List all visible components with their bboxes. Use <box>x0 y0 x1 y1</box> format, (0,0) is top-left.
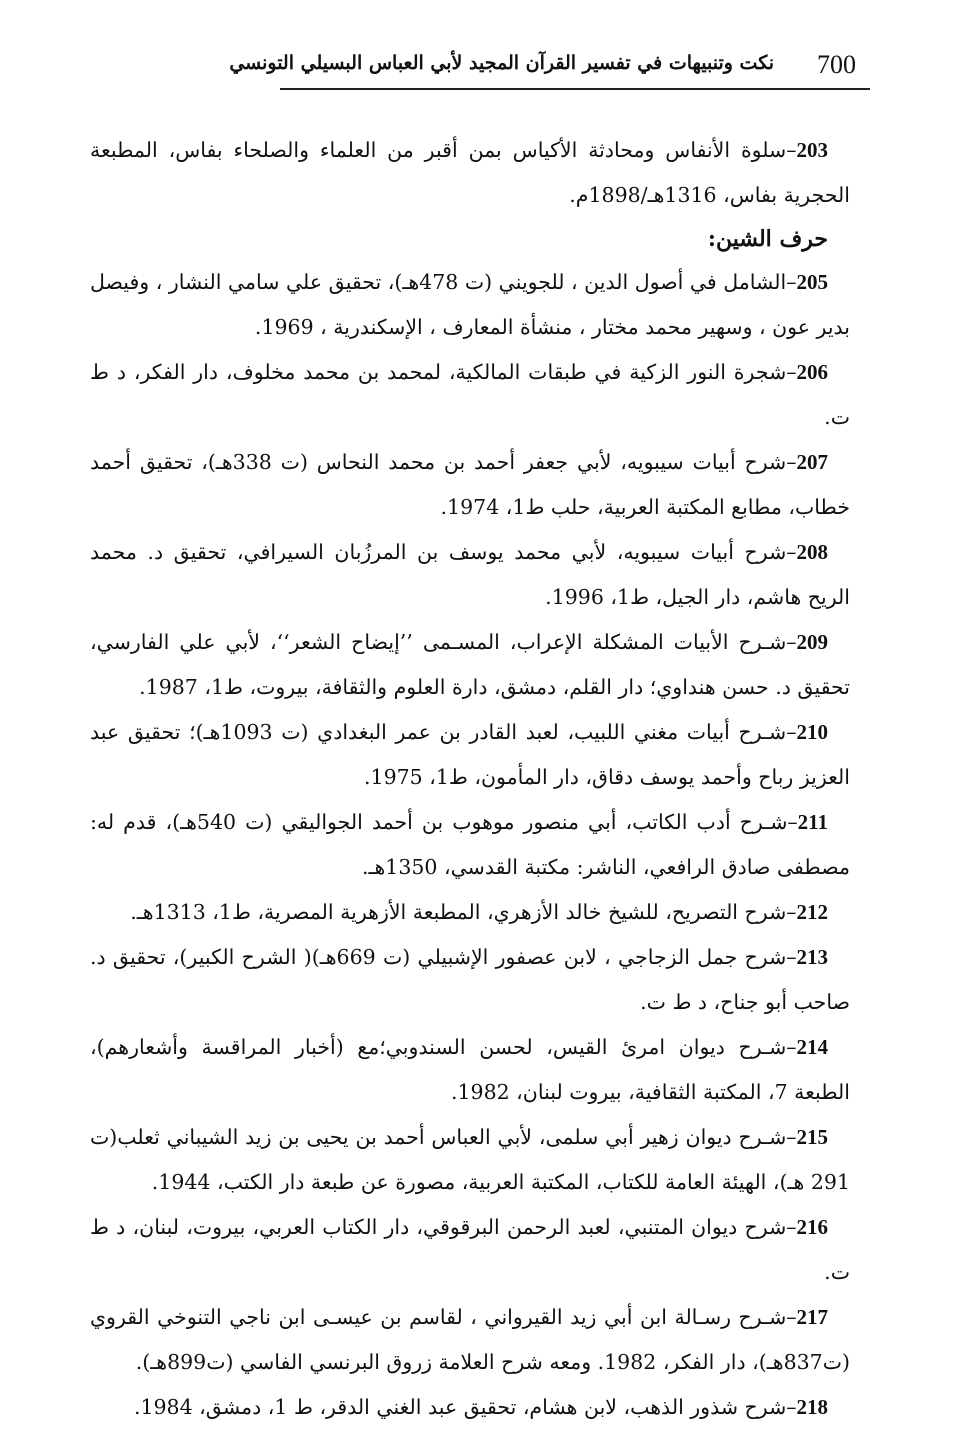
entry-text: –شرح شذور الذهب، لابن هشام، تحقيق عبد الغني الدقر، ط 1، دمشق، 1984. <box>133 1395 797 1419</box>
entry-text: –شرح أبيات سيبويه، لأبي جعفر أحمد بن محمد النحاس (ت 338هـ)، تحقيق أحمد خطاب، مطابع المكتبة العربية، حلب ط1، 1974. <box>90 450 850 519</box>
entry-text: –سلوة الأنفاس ومحادثة الأكياس بمن أقبر من العلماء والصلحاء بفاس، المطبعة الحجرية بفاس، 1316هـ/1898م. <box>90 138 850 207</box>
entry-text: –شـرح الأبيات المشكلة الإعراب، المسـمى ’’إيضاح الشعر‘‘، لأبي علي الفارسي، تحقيق د. حسن هنداوي؛ دار القلم، دمشق، دارة العلوم والثقافة، بيروت، ط1، 1987. <box>90 630 850 699</box>
running-title: نكت وتنبيهات في تفسير القرآن المجيد لأبي العباس البسيلي التونسي <box>229 52 774 74</box>
bibliography-list <box>90 128 850 1430</box>
bibliography-entry <box>90 128 850 218</box>
bibliography-entry <box>90 260 850 350</box>
bibliography-entry <box>90 620 850 710</box>
entry-number: 206 <box>796 360 828 384</box>
entry-number: 217 <box>796 1305 828 1329</box>
bibliography-entry <box>90 1025 850 1115</box>
entry-text: –شـرح أبيات مغني اللبيب، لعبد القادر بن عمر البغدادي (ت 1093هـ)؛ تحقيق عبد العزيز رباح وأحمد يوسف دقاق، دار المأمون، ط1، 1975. <box>90 720 850 789</box>
entry-number: 203 <box>796 138 828 162</box>
entry-text: –الشامل في أصول الدين ، للجويني (ت 478هـ)، تحقيق علي سامي النشار ، وفيصل بدير عون ، وسهير محمد مختار ، منشأة المعارف ، الإسكندرية ، 1969. <box>90 270 850 339</box>
bibliography-entry <box>90 1115 850 1205</box>
entry-text: –شـرح أدب الكاتب، أبي منصور موهوب بن أحمد الجواليقي (ت 540هـ)، قدم له: مصطفى صادق الرافعي، الناشر: مكتبة القدسي، 1350هـ. <box>90 810 850 879</box>
entry-number: 218 <box>796 1395 828 1419</box>
entry-text: –شرح جمل الزجاجي ، لابن عصفور الإشبيلي (ت 669هـ)( الشرح الكبير)، تحقيق د. صاحب أبو جناح، د ط ت. <box>90 945 850 1014</box>
bibliography-entry <box>90 800 850 890</box>
section-heading: حرف الشين: <box>707 226 828 252</box>
entry-number: 209 <box>796 630 828 654</box>
bibliography-entry <box>90 350 850 440</box>
entry-text: –شجرة النور الزكية في طبقات المالكية، لمحمد بن محمد مخلوف، دار الفكر، د ط ت. <box>90 360 850 429</box>
entry-text: –شرح أبيات سيبويه، لأبي محمد يوسف بن المرزُبان السيرافي، تحقيق د. محمد الريح هاشم، دار الجيل، ط1، 1996. <box>90 540 850 609</box>
bibliography-entry <box>90 530 850 620</box>
header-rule <box>280 88 870 90</box>
entry-text: –شرح ديوان المتنبي، لعبد الرحمن البرقوقي، دار الكتاب العربي، بيروت، لبنان، د ط ت. <box>90 1215 850 1284</box>
entry-number: 211 <box>797 810 829 834</box>
entry-number: 208 <box>796 540 828 564</box>
bibliography-entry <box>90 710 850 800</box>
bibliography-entry <box>90 935 850 1025</box>
entry-number: 212 <box>796 900 828 924</box>
bibliography-entry <box>90 440 850 530</box>
entry-text: –شرح التصريح، للشيخ خالد الأزهري، المطبعة الأزهرية المصرية، ط1، 1313هـ. <box>130 900 797 924</box>
entry-number: 207 <box>796 450 828 474</box>
entry-text: –شـرح ديوان زهير أبي سلمى، لأبي العباس أحمد بن يحيى بن زيد الشيباني ثعلب(ت 291 هـ)، الهيئة العامة للكتاب، المكتبة العربية، مصورة عن طبعة دار الكتب، 1944. <box>90 1125 850 1194</box>
entry-number: 213 <box>796 945 828 969</box>
entry-number: 215 <box>796 1125 828 1149</box>
bibliography-entry <box>90 1295 850 1385</box>
page-number: 700 <box>817 50 856 79</box>
entry-text: –شـرح ديوان امرئ القيس، لحسن السندوبي؛مع (أخبار المراقسة وأشعارهم)، الطبعة 7، المكتبة الثقافية، بيروت لبنان، 1982. <box>90 1035 850 1104</box>
bibliography-entry <box>90 1205 850 1295</box>
entry-number: 205 <box>796 270 828 294</box>
entry-number: 210 <box>796 720 828 744</box>
entry-text: –شـرح رسـالة ابن أبي زيد القيرواني ، لقاسم بن عيسـى ابن ناجي التنوخي القروي (ت837هـ)، دار الفكر، 1982. ومعه شرح العلامة زروق البرنسي الفاسي (ت899هـ). <box>90 1305 850 1374</box>
page-header <box>229 50 870 90</box>
entry-number: 216 <box>796 1215 828 1239</box>
entry-number: 214 <box>796 1035 828 1059</box>
bibliography-entry <box>90 890 850 935</box>
bibliography-entry <box>90 1385 850 1430</box>
